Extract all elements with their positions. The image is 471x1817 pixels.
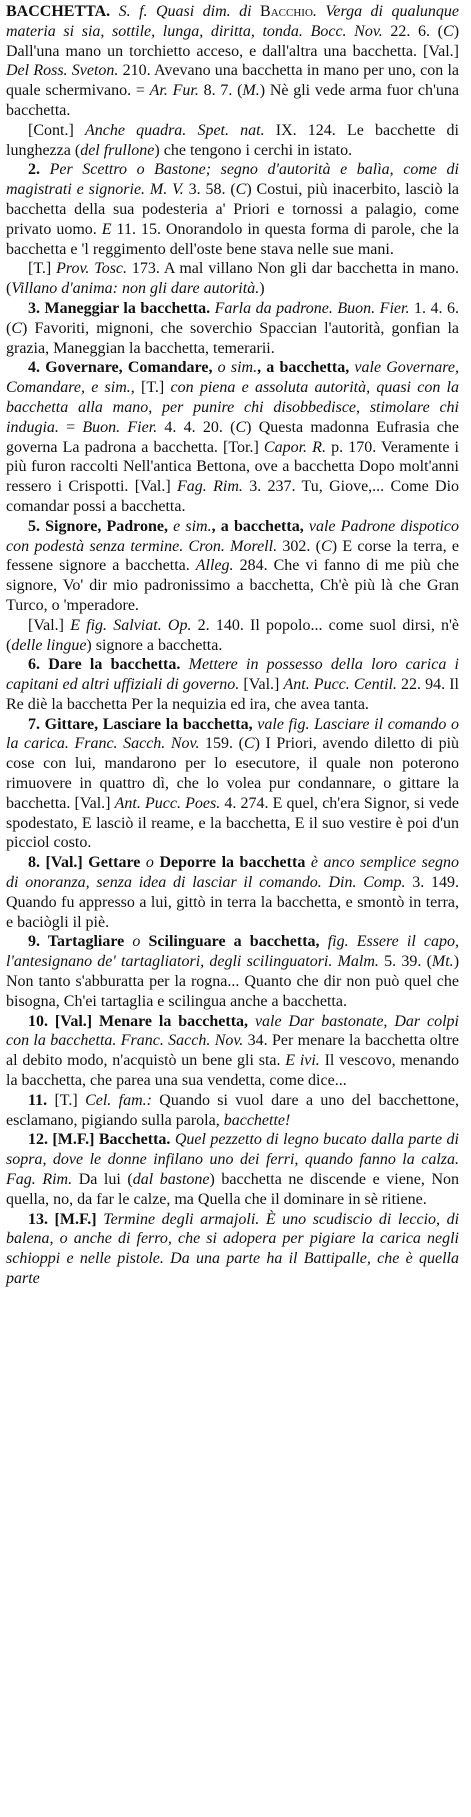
headword-run: , a bacchetta, <box>257 359 355 377</box>
italic-run: S. f. Quasi dim. di <box>110 3 261 20</box>
definition-3 <box>6 299 459 358</box>
text-run: 22. 94. Il Re diè la bacchetta Per la nequizia ed ira, che avea tanta. <box>6 676 460 713</box>
headword-run: 11. <box>28 1091 55 1109</box>
text-run: Il vescovo, menando la bacchetta, che parea una sua vendetta, come dice... <box>6 1052 459 1090</box>
italic-run: vale Padrone dispotico con podestà senza termine. Cron. Morell. <box>6 517 460 555</box>
italic-run: dal bastone <box>132 1171 210 1189</box>
headword-run: , a bacchetta, <box>211 517 309 535</box>
italic-run: Villano d'anima: non gli dare autorità. <box>11 280 260 298</box>
text-run: [Cont.] <box>28 121 85 139</box>
italic-run: E fig. Salviat. Op. <box>70 616 192 634</box>
italic-run: Prov. Tosc. <box>56 260 128 278</box>
text-run: ) Dall'una mano un torchietto acceso, e dall'altra una bacchetta. [Val.] <box>6 22 460 60</box>
italic-run: Del Ross. Sveton. <box>6 62 119 80</box>
italic-run: Ant. Pucc. Centil. <box>283 676 397 694</box>
headword-run: 2. <box>28 161 50 179</box>
italic-run: C <box>11 319 22 337</box>
headword-run: 3. Maneggiar la bacchetta. <box>28 299 215 317</box>
definition-2-proverb <box>6 259 459 299</box>
text-run: ) I Priori, avendo diletto di più cose con lui, mandarono per lo esecutore, il quale non poterono rimuovere in quattro dì, che lo volea pur condannare, o gittare la bacchetta. [Val.] <box>6 735 460 812</box>
text-run: ) E corse la terra, e fessene signore a bacchetta. <box>6 537 460 575</box>
definition-8 <box>6 853 459 932</box>
text-run: ) che tengono i cerchi in istato. <box>154 141 353 159</box>
definition-5-figurative <box>6 616 459 656</box>
italic-run: fig. Essere il capo, l'antesignano de' tartagliatori, degli scilinguatori. Malm. <box>6 933 459 971</box>
headword-run: 12. [M.F.] Bacchetta. <box>28 1131 175 1149</box>
italic-run: delle lingue <box>11 636 87 654</box>
text-run: 284. Che vi fanno di me più che signore, Vo' dir mio padronissimo a bacchetta, Ch'è più là che Gran Turco, o 'mperadore. <box>6 557 460 614</box>
italic-run: Ar. Fur. <box>149 82 199 100</box>
text-run: ) <box>259 280 265 298</box>
italic-run: Quel pezzetto di legno bucato dalla parte di sopra, dove le donne infilano uno dei ferri, quando fanno la calza. Fag. Rim. <box>6 1131 460 1189</box>
text-run: ) Questa madonna Eufrasia che governa La padrona a bacchetta. [Tor.] <box>6 418 460 456</box>
headword-run: Scilinguare a bacchetta, <box>140 933 328 951</box>
italic-run: con piena e assoluta autorità, quasi con la bacchetta alla mano, per punire chi disobbedisce, stimolare chi indugia. <box>6 379 459 436</box>
text-run: ) Nè gli vede arma fuor ch'una bacchetta. <box>6 82 460 119</box>
text-run: , [T.] <box>130 379 171 397</box>
text-run: [Val.] <box>28 616 71 634</box>
italic-run: o <box>132 933 141 951</box>
italic-run: Mettere in possesso della loro carica i capitani ed altri uffiziali di governo. <box>6 656 460 694</box>
text-run: 302. ( <box>277 537 322 555</box>
text-run: 11. 15. Onorandolo in questa forma di parole, che la bacchetta e 'l reggimento dell'oste bene stava nelle sue mani. <box>6 220 460 258</box>
text-run: IX. 124. Le bacchette di lunghezza ( <box>6 121 459 159</box>
text-run: 3. 149. Quando fu appresso a lui, gittò in terra la bacchetta, e smontò in terra, e baciògli il piè. <box>6 874 459 931</box>
definition-7 <box>6 715 459 854</box>
text-run: 4. 4. 20. ( <box>157 418 236 436</box>
text-run: [T.] <box>28 260 57 278</box>
text-run: 4. 274. E quel, ch'era Signor, si vede spodestato, E lasciò il reame, e la bacchetta, E il suo vestire è poi d'un picciol costo. <box>6 794 460 852</box>
italic-run: Cel. fam.: <box>85 1091 152 1109</box>
italic-run: Farla da padrone. Buon. Fier. <box>214 299 410 317</box>
text-run: 2. 140. Il popolo... come suol dirsi, n'è ( <box>6 616 460 654</box>
definition-5 <box>6 517 459 616</box>
text-run: ) bacchetta ne discende e viene, Non quella, no, da far le calze, ma Quella che il dominare in sè ritiene. <box>6 1171 460 1208</box>
definition-11 <box>6 1091 459 1131</box>
italic-run: M. <box>242 82 260 100</box>
dictionary-entry-bacchetta <box>6 2 459 1289</box>
italic-run: o <box>145 854 154 872</box>
italic-run: C <box>235 181 247 199</box>
italic-run: Anche quadra. Spet. nat. <box>84 121 265 139</box>
headword-run: BACCHETTA. <box>6 3 111 20</box>
text-run: 8. 7. ( <box>198 82 243 100</box>
text-run: ) Non tanto s'abburatta per la rogna... Quanto che dir non può quel che bisogna, Ch'ei tartaglia e scilingua anche a bacchetta. <box>6 953 460 1010</box>
definition-12 <box>6 1130 459 1209</box>
definition-6 <box>6 655 459 714</box>
text-run: p. 170. Veramente i più furon raccolti Nell'antica Bettona, ove a bacchetta Dopo molt'anni ressero i Crispotti. [Val.] <box>6 438 459 496</box>
italic-run: Mt. <box>431 953 454 971</box>
headword-run: 4. Governare, Comandare, <box>28 359 218 377</box>
italic-run: . Verga di qualunque materia si sia, sottile, lunga, diritta, tonda. Bocc. Nov. <box>6 3 459 40</box>
italic-run: bacchette! <box>223 1111 291 1129</box>
text-run: Da lui ( <box>72 1171 133 1189</box>
smallcaps-run: Bacchio <box>260 3 313 20</box>
italic-run: C <box>235 418 247 436</box>
definition-2 <box>6 160 459 259</box>
italic-run: Per Scettro o Bastone; segno d'autorità e balìa, come di magistrati e signorie. M. V. <box>6 161 459 199</box>
text-run: Quando si vuol dare a uno del bacchettone, esclamano, pigiando sulla parola, <box>6 1091 460 1129</box>
italic-run: o sim. <box>217 359 258 377</box>
definition-cont-note <box>6 121 459 161</box>
italic-run: C <box>443 22 454 40</box>
italic-run: C <box>321 537 332 555</box>
italic-run: del frullone <box>80 141 155 159</box>
text-run: ) signore a bacchetta. <box>86 636 223 654</box>
text-run: 22. 6. ( <box>382 22 444 40</box>
italic-run: C <box>243 735 255 753</box>
italic-run: Termine degli armajoli. È uno scudiscio di leccio, di balena, o anche di ferro, che si adopera per pigiare la carica negli schioppi e nelle pistole. Da una parte ha il Battipalle, che è quella parte <box>6 1210 460 1287</box>
text-run: 159. ( <box>199 735 244 753</box>
headword-run: 13. [M.F.] <box>28 1210 104 1228</box>
text-run: [T.] <box>54 1091 86 1109</box>
italic-run: Fag. Rim. <box>177 478 243 496</box>
text-run: ) Costui, più inacerbito, lasciò la bacchetta della sua podesteria a' Priori e tornossi a palagio, come privato uomo. <box>6 181 459 238</box>
text-run: 1. 4. 6. ( <box>6 299 460 337</box>
italic-run: Alleg. <box>195 557 234 575</box>
definition-10 <box>6 1012 459 1091</box>
text-run: 5. 39. ( <box>378 953 432 971</box>
italic-run: E <box>101 220 112 238</box>
italic-run: Buon. Fier. <box>82 418 158 436</box>
italic-run: e sim. <box>173 517 212 535</box>
italic-run: è anco semplice segno di onoranza, senza idea di lasciar il comando. Din. Comp. <box>6 854 459 892</box>
italic-run: vale Governare, Comandare, e sim. <box>6 359 459 397</box>
headword-run: 5. Signore, Padrone, <box>28 517 174 535</box>
italic-run: E ivi. <box>285 1052 320 1070</box>
italic-run: vale fig. Lasciare il comando o la carica. Franc. Sacch. Nov. <box>6 715 459 753</box>
definition-9 <box>6 932 459 1011</box>
headword-run: 8. [Val.] Gettare <box>28 854 146 872</box>
headword-run: Deporre la bacchetta <box>153 854 311 872</box>
definition-main <box>6 2 459 121</box>
text-run: 3. 237. Tu, Giove,... Come Dio comandar possi a bacchetta. <box>6 478 460 515</box>
text-run: = <box>58 418 83 436</box>
text-run: 210. Avevano una bacchetta in mano per uno, con la quale schermivano. = <box>6 62 459 100</box>
italic-run: vale Dar bastonate, Dar colpi con la bacchetta. Franc. Sacch. Nov. <box>6 1012 460 1050</box>
text-run: 34. Per menare la bacchetta oltre al debito modo, n'acquistò un bene gli sta. <box>6 1032 459 1070</box>
text-run: 173. A mal villano Non gli dar bacchetta in mano. ( <box>6 260 460 298</box>
italic-run: Capor. R. <box>263 438 326 456</box>
italic-run: Ant. Pucc. Poes. <box>114 794 221 812</box>
headword-run: 6. Dare la bacchetta. <box>28 656 189 674</box>
text-run: ) Favoriti, mignoni, che soverchio Spaccian l'autorità, gonfian la grazia, Maneggian la bacchetta, temerarii. <box>6 319 459 357</box>
text-run: 3. 58. ( <box>183 181 236 199</box>
definition-4 <box>6 358 459 516</box>
headword-run: 7. Gittare, Lasciare la bacchetta, <box>28 715 258 733</box>
headword-run: 9. Tartagliare <box>28 933 133 951</box>
definition-13 <box>6 1210 459 1289</box>
headword-run: 10. [Val.] Menare la bacchetta, <box>28 1012 255 1030</box>
text-run: [Val.] <box>239 676 284 694</box>
